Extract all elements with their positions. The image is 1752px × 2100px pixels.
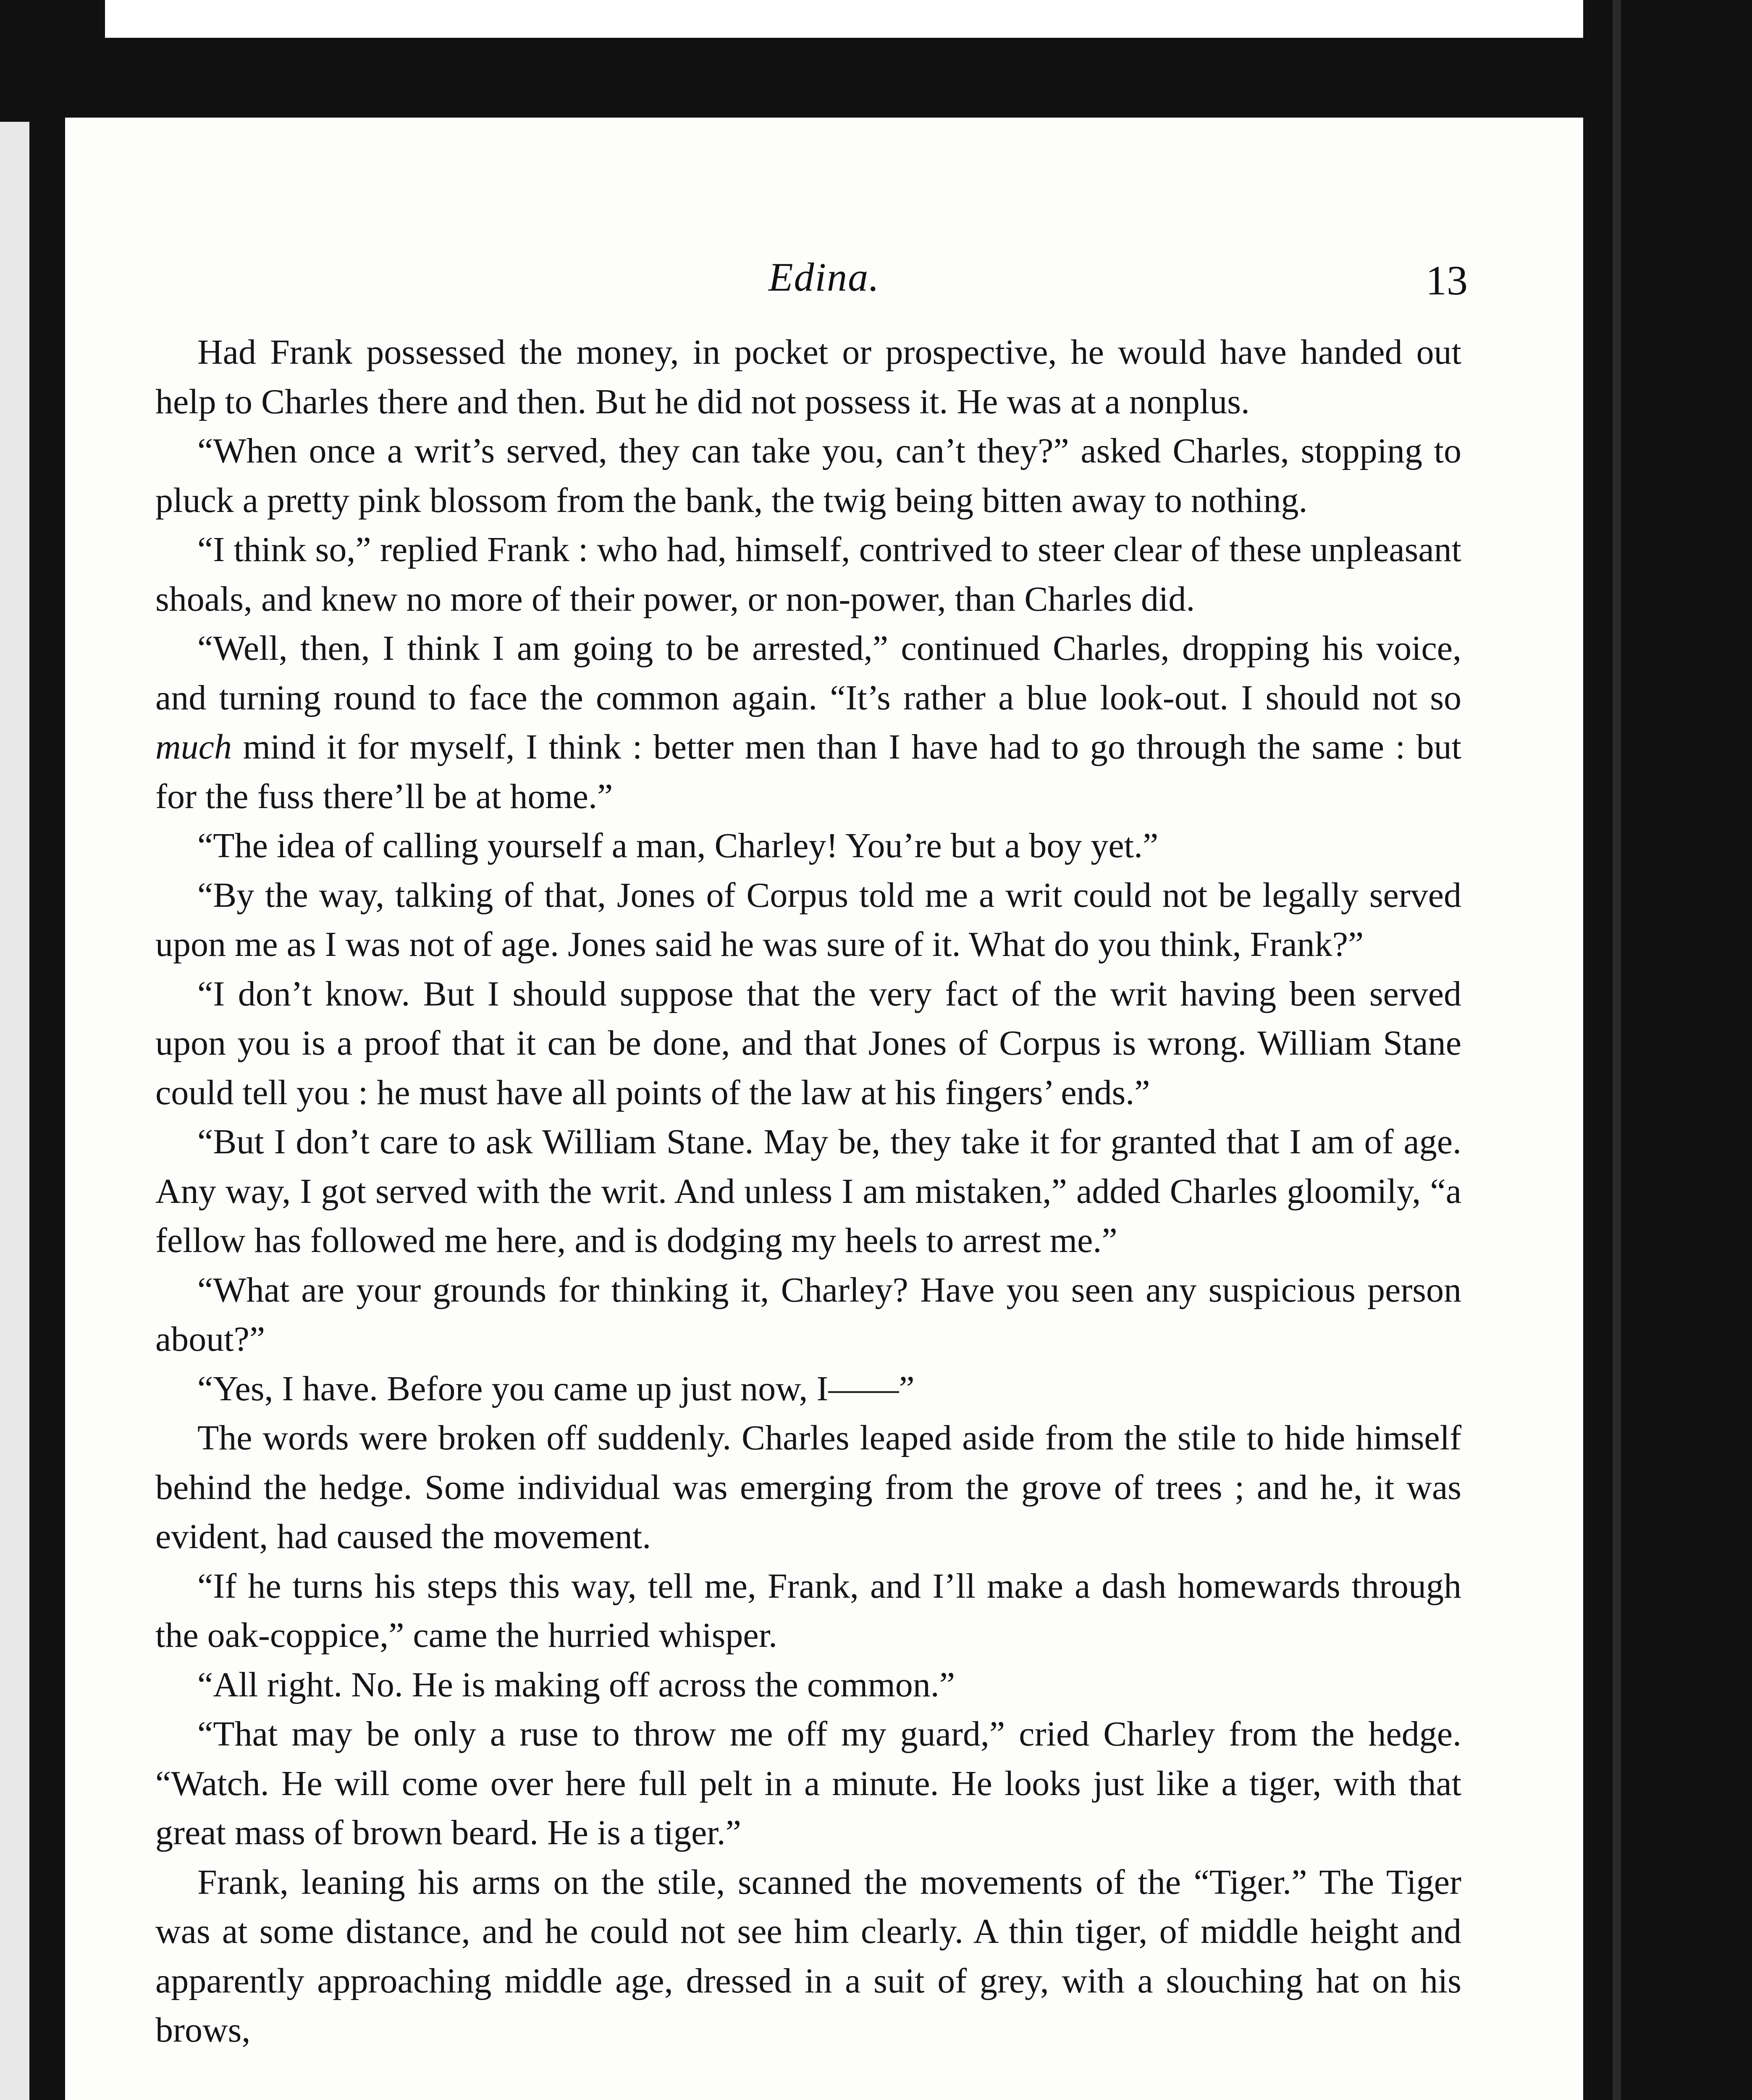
running-title: Edina. bbox=[768, 255, 880, 299]
paragraph: “Yes, I have. Before you came up just now, I——” bbox=[197, 1369, 915, 1408]
paragraph: “But I don’t care to ask William Stane. May be, they take it for granted that I am of age. Any way, I got served with the writ. And unless I am mistaken,” added Charles gloomily, “a fellow has followed me here, and is dodging my heels to arrest me.” bbox=[155, 1122, 1461, 1260]
paragraph: “The idea of calling yourself a man, Charley! You’re but a boy yet.” bbox=[197, 826, 1159, 865]
paragraph: “That may be only a ruse to throw me off my guard,” cried Charley from the hedge. “Watch. He will come over here full pelt in a minute. He looks just like a tiger, with that great mass of brown beard. He is a tiger.” bbox=[155, 1714, 1461, 1852]
paragraph: Had Frank possessed the money, in pocket or prospective, he would have handed out help to Charles there and then. But he did not possess it. He was at a nonplus. bbox=[155, 333, 1461, 421]
paragraph bbox=[155, 624, 1461, 821]
paragraph: The words were broken off suddenly. Charles leaped aside from the stile to hide himself behind the hedge. Some individual was emerging from the grove of trees ; and he, it was evident, had caused the movement. bbox=[155, 1418, 1461, 1556]
adjacent-page-edge bbox=[0, 122, 29, 2100]
body-text bbox=[155, 328, 1461, 2055]
emphasized-word: much bbox=[155, 727, 232, 766]
previous-page-edge bbox=[105, 0, 1608, 38]
paragraph-text: mind it for myself, I think : better men than I have had to go through the same : but for the fuss there’ll be at home.” bbox=[155, 727, 1461, 816]
page-shadow-right bbox=[1613, 0, 1621, 2100]
paragraph: “I think so,” replied Frank : who had, himself, contrived to steer clear of these unpleasant shoals, and knew no more of their power, or non-power, than Charles did. bbox=[155, 530, 1461, 619]
paragraph: “When once a writ’s served, they can take you, can’t they?” asked Charles, stopping to pluck a pretty pink blossom from the bank, the twig being bitten away to nothing. bbox=[155, 431, 1461, 520]
page-number: 13 bbox=[1426, 257, 1468, 304]
running-head bbox=[67, 254, 1581, 317]
paragraph: “What are your grounds for thinking it, Charley? Have you seen any suspicious person about?” bbox=[155, 1270, 1461, 1359]
paragraph: “By the way, talking of that, Jones of Corpus told me a writ could not be legally served upon me as I was not of age. Jones said he was sure of it. What do you think, Frank?” bbox=[155, 875, 1461, 964]
book-page bbox=[67, 120, 1581, 2100]
paragraph: “All right. No. He is making off across the common.” bbox=[197, 1665, 955, 1704]
paragraph: Frank, leaning his arms on the stile, scanned the movements of the “Tiger.” The Tiger was at some distance, and he could not see him clearly. A thin tiger, of middle height and apparently approaching middle age, dressed in a suit of grey, with a slouching hat on his brows, bbox=[155, 1862, 1461, 2050]
paragraph: “I don’t know. But I should suppose that the very fact of the writ having been served upon you is a proof that it can be done, and that Jones of Corpus is wrong. William Stane could tell you : he must have all points of the law at his fingers’ ends.” bbox=[155, 974, 1461, 1112]
paragraph-text: “Well, then, I think I am going to be arrested,” continued Charles, dropping his voice, and turning round to face the common again. “It’s rather a blue look-out. I should not so bbox=[155, 629, 1461, 717]
paragraph: “If he turns his steps this way, tell me, Frank, and I’ll make a dash homewards through the oak-coppice,” came the hurried whisper. bbox=[155, 1566, 1461, 1655]
scan-border-right bbox=[1583, 0, 1752, 2100]
